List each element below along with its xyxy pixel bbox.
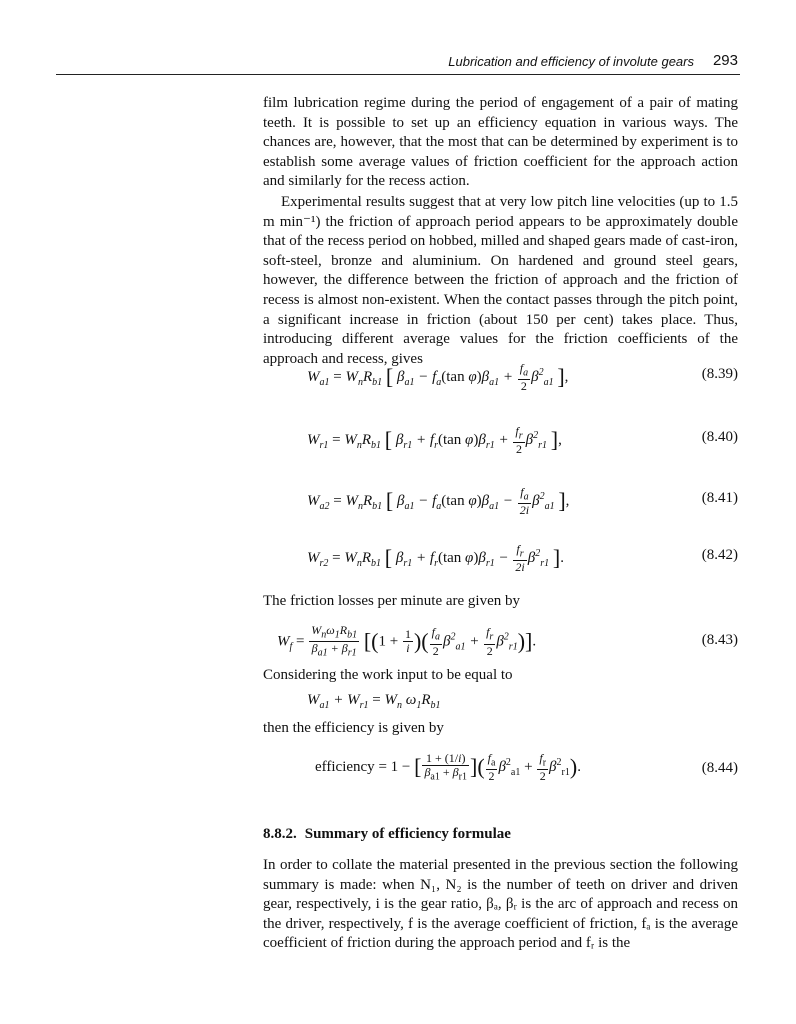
equation-number: (8.40) [701,429,738,445]
paragraph-4: Considering the work input to be equal to [263,667,513,683]
efficiency-label: efficiency [315,759,375,776]
equation-number: (8.43) [701,632,738,648]
equation-8-43 [263,620,738,660]
equation-body: $W_{r2} = W_nR_{b1}$ [ $\beta_{r1} + f_r(\tan$ $\varphi)\beta_{r1}$ − $\frac{f_r}{2i}$ $\beta^2_{r1}$ ]. [307,542,564,575]
section-number: 8.8.2. [263,826,297,842]
equation-body: $W_f$ = $\frac{W_n\omega_1R_{b1}}{\beta_{a1} + \beta_{r1}}$ [(1 + $\frac{1}{i}$ )( $\frac{f_a}{2}$ $\beta^2_{a1}$ + $\frac{f_r}{2}$ $\beta^2_{r1}$)]. [277,623,537,659]
equation-8-44 [263,748,738,788]
equation-body: $W_{a2} = W_nR_{b1}$ [ $\beta_{a1} - f_a(\tan$ $\varphi)\beta_{a1}$ − $\frac{f_a}{2i}$ $\beta^2_{a1}$ ], [307,485,570,518]
equation-8-42 [263,539,738,573]
equation-number: (8.42) [701,547,738,563]
running-header [56,52,740,75]
paragraph-1: film lubrication regime during the period of engagement of a pair of mating teeth. It is possible to set up an efficiency equation in various ways. The chances are, however, that the most that can be determined by experiment is to establish some average values of friction coefficient for the approach action and similarly for the recess action. [263,95,738,190]
equation-body: $W_{r1} = W_nR_{b1}$ [ $\beta_{r1} + f_r(\tan$ $\varphi)\beta_{r1}$ + $\frac{f_r}{2}$ $\beta^2_{r1}$ ], [307,424,562,457]
paragraph-3: The friction losses per minute are given by [263,593,521,609]
equation-body: efficiency = 1 − [ $\frac{1 + (1/i)}{\beta_{a1} + \beta_{r1}}$ ]( $\frac{f_a}{2}$ $\beta^2_{a1}$ + $\frac{f_r}{2}$ $\beta^2_{r1}$). [315,751,581,784]
equation-number: (8.41) [701,490,738,506]
equation-number: (8.44) [701,760,738,776]
paragraph-6: In order to collate the material presented in the previous section the following summary is made: when N₁, N₂ is the number of teeth on driver and driven gear, respectively, i is the gear ratio, βₐ, βᵣ is the arc of approach and recess on the driver, respectively, f is the average coefficient of friction, fₐ is the average coefficient of friction during the approach period and fᵣ is the [263,857,738,952]
equation-number: (8.39) [701,366,738,382]
equation-8-40 [263,421,738,455]
running-title: Lubrication and efficiency of involute gears [448,54,694,69]
section-title: Summary of efficiency formulae [304,826,511,842]
section-heading [263,826,511,843]
paragraph-2: Experimental results suggest that at very low pitch line velocities (up to 1.5 m min⁻¹) the friction of approach period appears to be approximately double that of the recess period on hobbed, milled and shaped gears made of cast-iron, soft-steel, bronze and aluminium. On hardened and ground steel gears, however, the difference between the friction of approach and the friction of recess is almost non-existent. When the contact passes through the pitch point, a significant increase in friction (about 150 per cent) takes place. Thus, introducing different average values for the friction coefficients of the approach and recess, gives [263,194,738,367]
paragraph-5: then the efficiency is given by [263,720,444,736]
page-number: 293 [712,52,738,69]
equation-work-input [263,692,738,716]
equation-8-39 [263,358,738,392]
equation-body: $W_{a1} + W_{r1} = W_n$ $\omega_1R_{b1}$ [307,692,441,711]
equation-8-41 [263,482,738,516]
equation-body: $W_{a1} = W_nR_{b1}$ [ $\beta_{a1} - f_a(\tan$ $\varphi)\beta_{a1}$ + $\frac{f_a}{2}$ $\beta^2_{a1}$ ], [307,361,569,394]
